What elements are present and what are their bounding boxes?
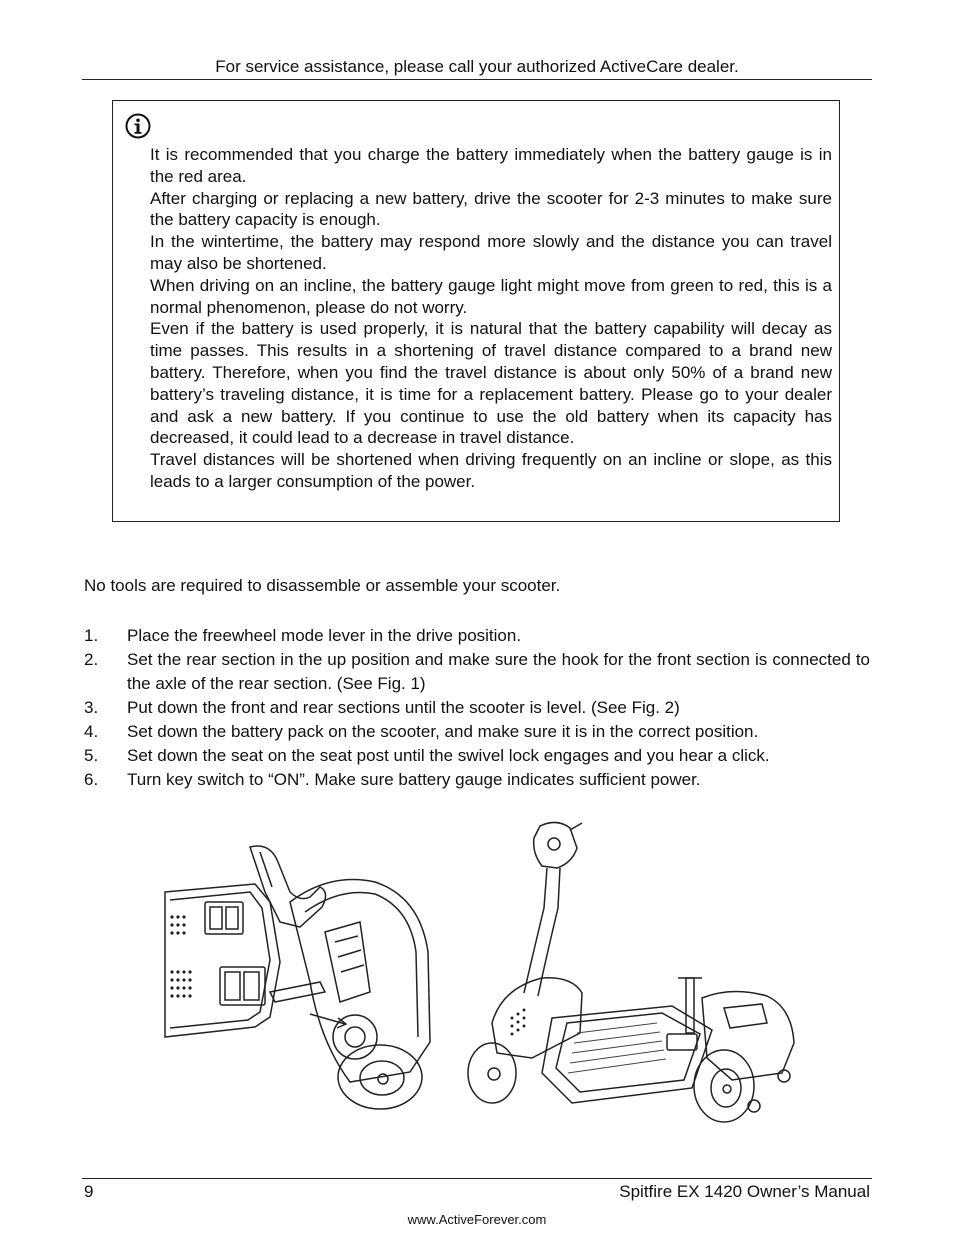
note-text	[150, 144, 832, 493]
list-item	[84, 768, 870, 792]
figure-2-illustration	[462, 818, 800, 1128]
list-item	[84, 624, 870, 648]
list-item	[84, 696, 870, 720]
list-item	[84, 744, 870, 768]
note-paragraph: Travel distances will be shortened when driving frequently on an incline or slope, as this leads to a larger consumption of the power.	[150, 450, 832, 491]
assembly-steps	[84, 624, 870, 792]
intro-text: No tools are required to disassemble or assemble your scooter.	[84, 576, 561, 595]
step-number: 4.	[84, 722, 99, 741]
step-text: Set down the seat on the seat post until the swivel lock engages and you hear a click.	[127, 746, 770, 765]
footer-divider	[82, 1178, 872, 1179]
figure-1-illustration	[160, 842, 443, 1112]
page-number: 9	[84, 1182, 94, 1201]
step-text: Place the freewheel mode lever in the drive position.	[127, 626, 522, 645]
list-item	[84, 648, 870, 696]
page-header: For service assistance, please call your authorized ActiveCare dealer.	[215, 57, 739, 76]
step-number: 6.	[84, 770, 99, 789]
step-number: 3.	[84, 698, 99, 717]
step-text: Put down the front and rear sections until the scooter is level. (See Fig. 2)	[127, 698, 680, 717]
header-divider	[82, 79, 872, 80]
note-paragraph: It is recommended that you charge the battery immediately when the battery gauge is in the red area.	[150, 145, 832, 186]
manual-title: Spitfire EX 1420 Owner’s Manual	[619, 1182, 870, 1201]
battery-note-box	[112, 100, 840, 522]
list-item	[84, 720, 870, 744]
step-number: 2.	[84, 650, 99, 669]
step-text: Turn key switch to “ON”. Make sure battery gauge indicates sufficient power.	[127, 770, 701, 789]
note-paragraph: Even if the battery is used properly, it is natural that the battery capability will decay as time passes. This results in a shortening of travel distance compared to a brand new battery. Therefore, when you find the travel distance is about only 50% of a brand new battery’s traveling distance, it is time for a replacement battery. Please go to your dealer and ask a new battery. If you continue to use the old battery when its capacity has decreased, it could lead to a decrease in travel distance.	[150, 319, 832, 448]
note-paragraph: When driving on an incline, the battery gauge light might move from green to red, this is a normal phenomenon, please do not worry.	[150, 275, 832, 317]
info-icon	[125, 113, 151, 139]
website-url: www.ActiveForever.com	[407, 1212, 547, 1227]
note-paragraph: In the wintertime, the battery may respond more slowly and the distance you can travel may also be shortened.	[150, 232, 832, 273]
step-text: Set down the battery pack on the scooter, and make sure it is in the correct position.	[127, 722, 759, 741]
step-number: 1.	[84, 626, 99, 645]
step-number: 5.	[84, 746, 99, 765]
note-paragraph: After charging or replacing a new battery, drive the scooter for 2-3 minutes to make sure the battery capacity is enough.	[150, 188, 832, 230]
step-text: Set the rear section in the up position and make sure the hook for the front section is connected to the axle of the rear section. (See Fig. 1)	[127, 650, 870, 693]
